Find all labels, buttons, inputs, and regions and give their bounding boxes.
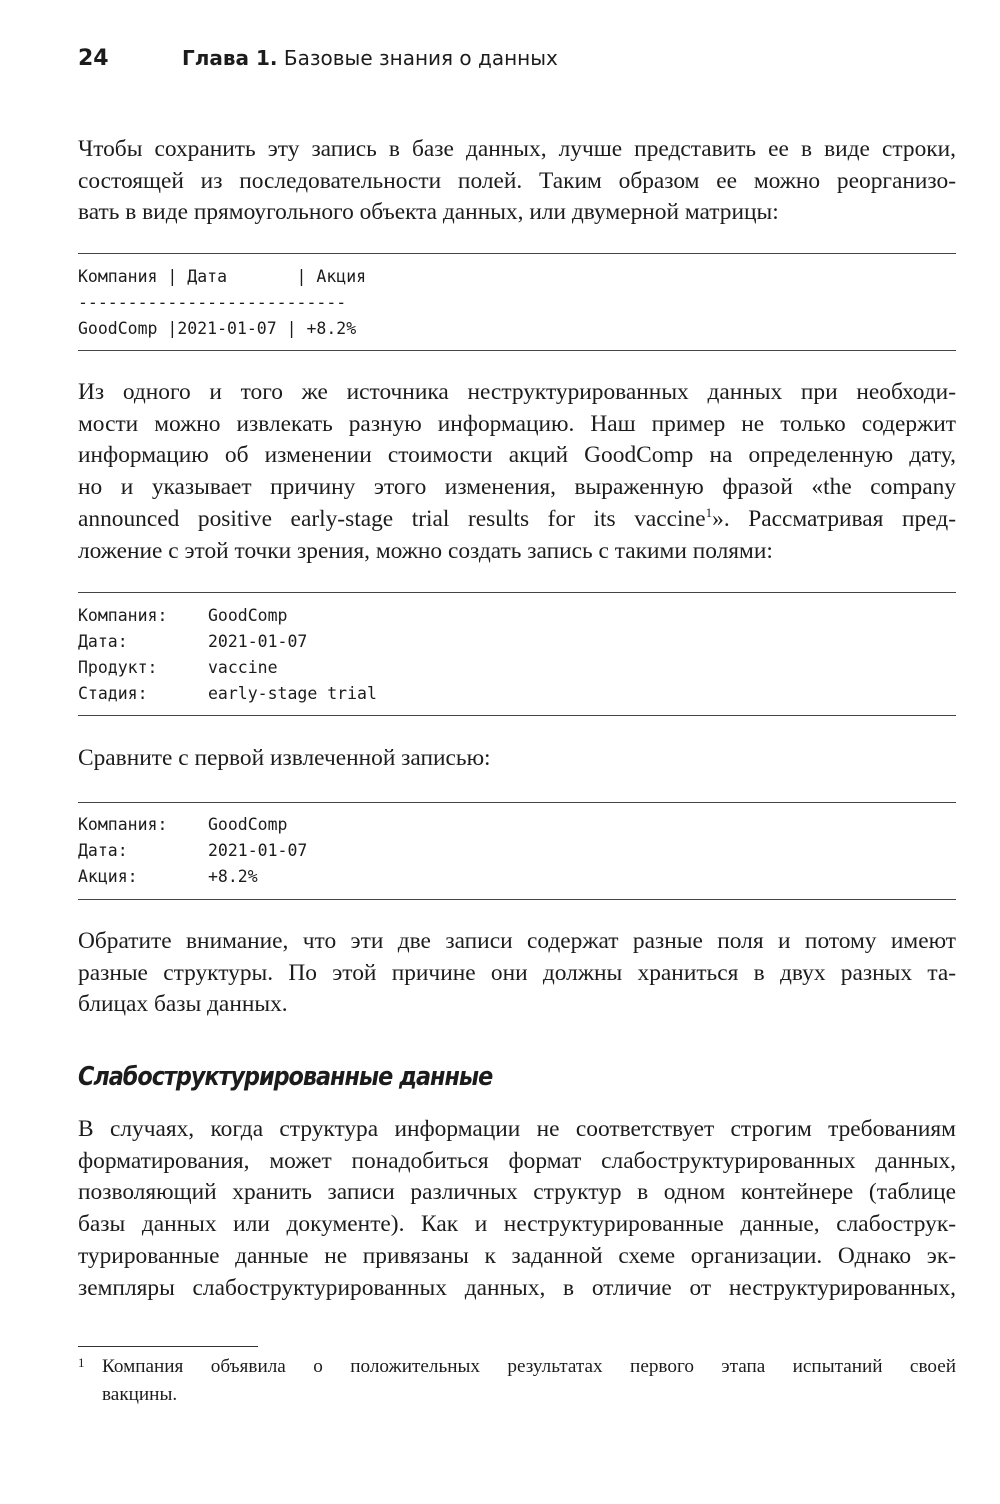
text-line: земпляры слабоструктурированных данных, в отличие от неструктурированных,: [78, 1274, 956, 1301]
paragraph-intro: [78, 134, 956, 229]
footnote: [78, 1353, 956, 1409]
field-value: vaccine: [208, 658, 278, 677]
running-header: [78, 44, 558, 73]
text-span: ». Рассматривая пред-: [712, 505, 956, 532]
record-field: [78, 812, 956, 838]
text-line: позволяющий хранить записи различных структур в одном контейнере (таблице: [78, 1179, 956, 1206]
text-line: турированные данные не привязаны к заданной схеме организации. Однако эк-: [78, 1242, 956, 1269]
code-header-row: Компания | Дата | Акция: [78, 267, 367, 286]
footnote-line: Компания объявила о положительных результатах первого этапа испытаний своей: [102, 1356, 956, 1377]
record-field: [78, 655, 956, 681]
text-line: разные структуры. По этой причине они должны храниться в двух разных та-: [78, 959, 956, 986]
text-line: блицах базы данных.: [78, 991, 288, 1018]
text-line: но и указывает причину этого изменения, выраженную фразой «the company: [78, 474, 956, 501]
table-code-block: [78, 253, 956, 351]
text-line: состоящей из последовательности полей. Таким образом ее можно реорганизо-: [78, 167, 956, 194]
field-key: Акция:: [78, 867, 138, 886]
text-line: Обратите внимание, что эти две записи содержат разные поля и потому имеют: [78, 928, 956, 954]
text-line: В случаях, когда структура информации не соответствует строгим требованиям: [78, 1116, 956, 1142]
page-number: 24: [78, 46, 109, 71]
footnote-divider: [78, 1346, 258, 1347]
section-heading: Слабоструктурированные данные: [78, 1062, 493, 1092]
field-key: Компания:: [78, 815, 168, 834]
text-line: форматирования, может понадобиться формат слабоструктурированных данных,: [78, 1147, 956, 1174]
record-code-block-2: [78, 802, 956, 900]
record-field: [78, 603, 956, 629]
text-line: базы данных или документе). Как и неструктурированные данные, слабострук-: [78, 1211, 956, 1238]
field-key: Компания:: [78, 606, 168, 625]
chapter-title: Базовые знания о данных: [283, 46, 558, 70]
text-line: Чтобы сохранить эту запись в базе данных, лучше представить ее в виде строки,: [78, 136, 956, 162]
paragraph-note: [78, 926, 956, 1021]
chapter-label: Глава 1.: [182, 46, 278, 70]
text-span: announced positive early-stage trial results for its vaccine: [78, 505, 706, 532]
text-line: вать в виде прямоугольного объекта данных, или двумерной матрицы:: [78, 199, 779, 226]
footnote-reference: 1: [705, 504, 713, 520]
field-key: Стадия:: [78, 684, 148, 703]
footnote-line: вакцины.: [102, 1384, 178, 1405]
field-key: Дата:: [78, 841, 128, 860]
record-code-block-1: [78, 592, 956, 716]
footnote-mark: 1: [78, 1355, 85, 1370]
field-key: Дата:: [78, 632, 128, 651]
text-line: Из одного и того же источника неструктурированных данных при необходи-: [78, 379, 956, 405]
code-data-row: GoodComp |2021-01-07 | +8.2%: [78, 319, 357, 338]
record-field: [78, 864, 956, 890]
text-line: мости можно извлекать разную информацию. Наш пример не только содержит: [78, 410, 956, 437]
code-separator: ---------------------------: [78, 293, 347, 312]
field-key: Продукт:: [78, 658, 158, 677]
field-value: GoodComp: [208, 606, 288, 625]
book-page: [78, 0, 956, 1504]
paragraph-extraction: [78, 377, 956, 567]
text-line: ложение с этой точки зрения, можно создать запись с такими полями:: [78, 537, 773, 564]
field-value: GoodComp: [208, 815, 288, 834]
field-value: early-stage trial: [208, 684, 377, 703]
text-line: информацию об изменении стоимости акций GoodComp на определенную дату,: [78, 442, 956, 469]
text-line-with-footnote: [78, 504, 956, 536]
field-value: 2021-01-07: [208, 632, 308, 651]
field-value: +8.2%: [208, 867, 258, 886]
record-field: [78, 629, 956, 655]
paragraph-semistructured: [78, 1114, 956, 1304]
paragraph-compare: [78, 743, 956, 775]
record-field: [78, 681, 956, 707]
text-line: Сравните с первой извлеченной записью:: [78, 745, 491, 771]
record-field: [78, 838, 956, 864]
field-value: 2021-01-07: [208, 841, 308, 860]
